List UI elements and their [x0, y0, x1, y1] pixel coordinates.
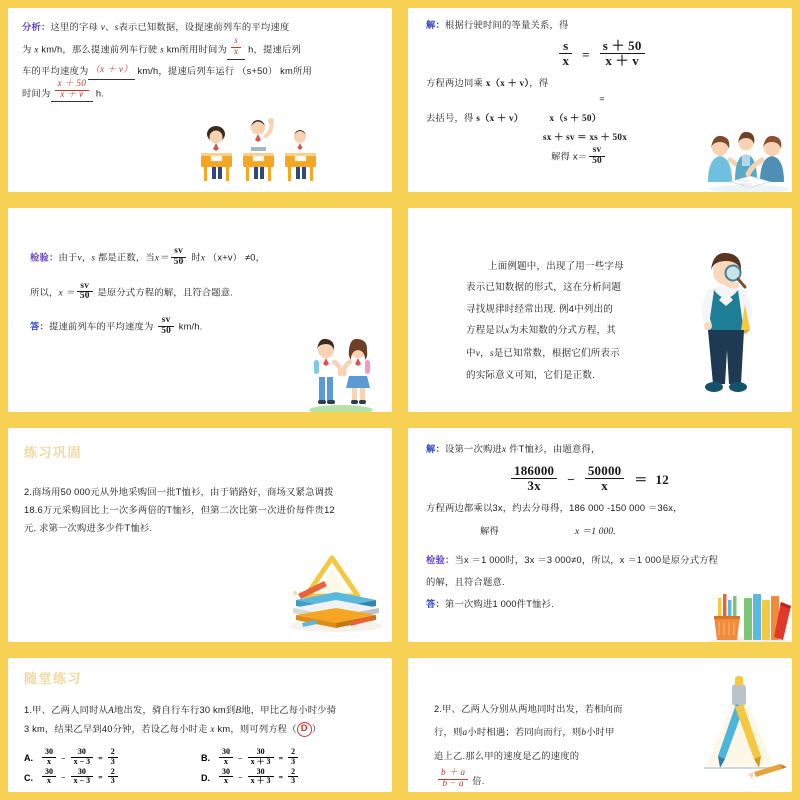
- option-b-frac-2: [248, 748, 274, 766]
- slide-2-step-2: [426, 109, 778, 128]
- slide-7-options: [24, 749, 378, 787]
- s7-q-line-2: [24, 720, 378, 739]
- s1-blank-fraction-2: [51, 78, 94, 103]
- slide-4-line-2: [466, 277, 776, 298]
- opt-a-eq: =: [98, 753, 103, 763]
- s3-p1-frac: [171, 247, 187, 268]
- s2-eq-right: [600, 39, 645, 67]
- opt-b-d2: x ＋ 3: [250, 756, 271, 766]
- s3-p1x: x＝: [154, 253, 169, 264]
- s6-intro-b: 件T恤衫，由题意得，: [506, 444, 601, 454]
- slide-6-step-1: [426, 499, 778, 517]
- s1-t5: km/h，那么提速前列车行驶: [38, 44, 161, 55]
- slide-5-content: [8, 428, 392, 537]
- slide-5: [0, 420, 400, 650]
- opt-d-d2: x ＋ 3: [250, 776, 271, 786]
- check-label-2: 检验：: [426, 554, 455, 565]
- check-label: 检验：: [30, 252, 59, 263]
- solution-label: 解：: [426, 20, 445, 30]
- option-b-frac-3: [288, 748, 298, 766]
- slide-7-content: [8, 658, 392, 787]
- s2-eq-lden: x: [562, 52, 570, 68]
- slide-6-step-2: [426, 522, 778, 541]
- s6-l1: 方程两边都乘以3x，约去分母得，186 000 -150 000 ＝36x，: [426, 503, 683, 514]
- s3-p3num: sv: [158, 316, 174, 327]
- s3-p1num: sv: [171, 247, 187, 258]
- slide-8-line-2: [434, 721, 778, 745]
- slide-4-line-4: [466, 320, 776, 342]
- opt-a-rd: 3: [110, 756, 115, 766]
- s6-l2b: x ＝1 000.: [575, 526, 616, 537]
- opt-b-rd: 3: [291, 756, 296, 766]
- s3-p3den: 50: [161, 325, 171, 336]
- option-d-frac-1: [219, 768, 233, 786]
- option-d[interactable]: [201, 769, 378, 787]
- s7-point-b: B: [235, 706, 242, 716]
- s1-t2: 、: [105, 22, 115, 32]
- option-c-frac-3: [108, 768, 118, 786]
- books-and-triangle-ruler-illustration: [280, 550, 390, 635]
- slide-1-line-1: [22, 18, 378, 37]
- s2-eq-rden: x ＋ v: [605, 52, 639, 68]
- slide-1: [0, 0, 400, 200]
- solution-label-2: 解：: [426, 444, 445, 454]
- s3-p2-frac: [77, 282, 93, 303]
- slide-5-question: [24, 483, 376, 537]
- analysis-label: 分析：: [22, 22, 51, 32]
- slide-8-line-3: [434, 745, 778, 768]
- slide-3-check-line: [30, 248, 376, 269]
- s8-l2c: 小时甲: [586, 727, 615, 738]
- s2-l1b: ，得: [529, 78, 549, 89]
- s6-op2: ＝: [634, 471, 648, 487]
- s1-var-s2: s: [160, 45, 164, 56]
- opt-a-n2: 30: [71, 748, 94, 757]
- s2-l2m2: x（s ＋ 50）: [549, 113, 602, 124]
- s2-eq-left: [559, 39, 572, 67]
- s3-p3b: km/h.: [175, 321, 203, 332]
- section-title-practice: 练习巩固: [24, 445, 83, 460]
- slide-4: [400, 200, 800, 420]
- s2-eq-op: =: [582, 46, 590, 62]
- opt-c-n2: 30: [71, 768, 94, 777]
- s7-qa: 1.甲、乙两人同时从: [24, 705, 109, 715]
- slide-8: [400, 650, 800, 800]
- s3-p2a: 所以，: [30, 287, 59, 298]
- s7-qf: ）: [311, 724, 322, 735]
- s8-l1: 2.甲、乙两人分别从两地同时出发，若相向而: [434, 704, 623, 714]
- answer-label-2: 答：: [426, 598, 445, 609]
- s1-t11: h.: [93, 88, 105, 99]
- s1-blank-expr: （x ＋ v）: [88, 61, 134, 80]
- s4-l5s: s: [489, 348, 494, 359]
- s2-eq-lnum: s: [559, 39, 572, 54]
- s2-l1m: x（x ＋ v）: [485, 79, 530, 90]
- slide-1-content: [8, 8, 392, 102]
- s2-l2m1: s（x ＋ v）: [476, 113, 524, 124]
- opt-b-eq: =: [278, 753, 284, 763]
- option-a-frac-2: [71, 748, 94, 766]
- s8-l3: 追上乙.那么甲的速度是乙的速度的: [434, 751, 580, 762]
- s6-d1: 3x: [527, 477, 541, 493]
- s3-p1s: s: [91, 253, 96, 264]
- s2-l4-frac: [589, 146, 605, 167]
- slide-6-answer: [426, 595, 778, 613]
- s1-f2-den: x ＋ v: [60, 89, 84, 100]
- opt-d-d1: x: [224, 776, 228, 786]
- option-d-frac-3: [288, 768, 298, 786]
- opt-d-op: −: [238, 773, 243, 783]
- s4-l5v: v: [475, 348, 481, 359]
- slide-8-line-1: [434, 698, 778, 721]
- slide-6-check-2: [426, 573, 778, 591]
- s4-l4a: 方程是以: [466, 325, 505, 337]
- s6-frac-2: [585, 464, 625, 492]
- section-title-classwork: 随堂练习: [24, 671, 83, 686]
- opt-a-d2: x − 3: [73, 756, 91, 766]
- s1-f1-den: x: [233, 46, 239, 57]
- s2-l2a: 去括号，得: [426, 112, 477, 123]
- slide-3-conclusion: [30, 280, 376, 304]
- slide-7-question: [24, 701, 378, 739]
- s3-p2x: x ＝: [58, 288, 75, 299]
- slide-4-line-3: [466, 299, 776, 320]
- s1-t9: km/h，提速后列车运行 （s+50） km所用: [134, 65, 312, 76]
- slide-6-check-1: [426, 551, 778, 569]
- s7-q-line-1: [24, 701, 378, 720]
- s1-t6: km所用时间为: [163, 44, 227, 55]
- opt-c-rd: 3: [110, 776, 115, 786]
- s6-rhs: 12: [655, 471, 669, 487]
- s3-p1a: 由于: [58, 252, 78, 263]
- s6-l2a: 解得: [480, 525, 499, 536]
- s4-l5b: ，: [480, 347, 490, 359]
- slide-4-line-5: [466, 343, 776, 365]
- s8-fden: b − a: [442, 778, 464, 789]
- s7-qc: 地，甲比乙每小时少骑: [241, 705, 337, 715]
- s3-p3a: 提速前列车的平均速度为: [49, 321, 157, 332]
- s5-q-line-2: [24, 501, 376, 519]
- option-a[interactable]: [24, 749, 201, 767]
- slide-3: [0, 200, 400, 420]
- s3-p1v: v: [77, 253, 82, 264]
- opt-c-rn: 2: [108, 768, 118, 777]
- slide-4-content: [408, 208, 792, 386]
- s1-t1: 这里的字母: [50, 22, 101, 32]
- s2-intro-text: 根据行驶时间的等量关系，得: [445, 20, 569, 30]
- s6-n2: 50000: [585, 464, 625, 479]
- option-d-frac-2: [248, 768, 274, 786]
- opt-d-eq: =: [278, 773, 284, 783]
- s1-t10: 时间为: [22, 88, 51, 99]
- s2-eq-rnum: s ＋ 50: [600, 39, 645, 54]
- s8-blank-fraction: [434, 769, 472, 792]
- slide-6: [400, 420, 800, 650]
- s4-l5a: 中: [466, 347, 476, 359]
- s3-p1c: 都是正数，当: [95, 252, 155, 263]
- opt-c-n1: 30: [42, 768, 56, 777]
- option-a-letter: A.: [24, 753, 33, 764]
- slide-4-line-1: [466, 256, 776, 277]
- option-c-letter: C.: [24, 772, 33, 783]
- s8-l4: 倍.: [472, 775, 485, 786]
- opt-b-d1: x: [224, 756, 228, 766]
- opt-a-n1: 30: [42, 748, 56, 757]
- slide-6-content: [408, 428, 792, 613]
- s4-l5c: 是已知常数，根据它们所表示: [493, 347, 620, 359]
- s3-p1d: 时: [188, 252, 201, 263]
- s8-var-b: b: [581, 728, 587, 739]
- s6-check-a: 当x ＝1 000时，3x ＝3 000≠0，所以，x ＝1 000是原分式方程: [454, 554, 719, 565]
- s2-l4den: 50: [592, 155, 602, 166]
- option-b[interactable]: [201, 749, 378, 767]
- opt-b-n1: 30: [219, 748, 233, 757]
- s3-p2num: sv: [77, 282, 93, 293]
- s1-f2-num: x ＋ 50: [55, 80, 90, 91]
- opt-d-n1: 30: [219, 768, 233, 777]
- option-a-frac-1: [42, 748, 56, 766]
- s4-l4x: x: [504, 326, 510, 337]
- s8-var-a: a: [462, 728, 468, 739]
- slide-3-content: [8, 208, 392, 338]
- slide-3-answer: [30, 317, 376, 338]
- option-d-letter: D.: [201, 772, 210, 783]
- s3-p1x2: x: [200, 253, 206, 264]
- slide-1-line-4: [22, 78, 378, 103]
- s1-f1-num: s: [231, 37, 241, 48]
- three-students-at-desks-illustration: [183, 112, 333, 190]
- s7-point-a: A: [108, 706, 115, 716]
- slide-6-intro: [426, 440, 778, 459]
- answer-marker-d: D: [297, 722, 312, 737]
- opt-c-eq: =: [98, 773, 103, 783]
- opt-b-op: −: [238, 753, 243, 763]
- s1-t8: 车的平均速度为: [22, 65, 89, 76]
- s1-t4: 为: [22, 44, 35, 55]
- s4-l4b: 为未知数的分式方程，其: [509, 325, 616, 337]
- s6-ans: 第一次购进1 000件T恤衫.: [445, 598, 554, 609]
- option-c[interactable]: [24, 769, 201, 787]
- s2-l1-eq: =: [599, 94, 605, 105]
- s2-l4a: 解得 x＝: [551, 151, 588, 162]
- s5-q-line-3: [24, 519, 376, 537]
- slide-8-content: [408, 658, 792, 792]
- s3-p1b: ，: [81, 252, 92, 263]
- s6-frac-1: [511, 464, 557, 492]
- opt-c-op: −: [61, 773, 66, 783]
- s8-l2a: 行，则: [434, 727, 463, 738]
- slide-7: [0, 650, 400, 800]
- s6-d2: x: [601, 477, 608, 493]
- s4-l3: 寻找规律时经常出现. 例4中列出的: [466, 303, 613, 315]
- s5-q-line-1: [24, 483, 376, 501]
- s1-var-v: v: [100, 23, 106, 33]
- s1-var-s: s: [114, 23, 119, 33]
- option-b-frac-1: [219, 748, 233, 766]
- s4-l2: 表示已知数据的形式，这在分析问题: [466, 282, 622, 294]
- answer-label: 答：: [30, 321, 49, 332]
- opt-d-rn: 2: [288, 768, 298, 777]
- s7-qb: 地出发，骑自行车行30 km到: [114, 705, 236, 715]
- s7-qd: 3 km，结果乙早到40分钟，若设乙每小时走: [24, 724, 211, 735]
- s5-q2: 18.6万元采购回比上一次多两倍的T恤衫，但第二次比第一次进价每件贵12: [24, 505, 335, 516]
- option-c-frac-1: [42, 768, 56, 786]
- s3-p2b: 是原分式方程的解，且符合题意.: [94, 287, 234, 298]
- slide-2-intro: [426, 16, 778, 34]
- opt-d-rd: 3: [291, 776, 296, 786]
- s2-l4num: sv: [589, 146, 605, 157]
- option-c-frac-2: [71, 768, 94, 786]
- s3-p1e: （x+v） ≠0，: [205, 252, 266, 263]
- s3-p1den: 50: [173, 256, 184, 267]
- s1-var-x: x: [34, 45, 39, 56]
- s6-intro-a: 设第一次购进: [445, 444, 502, 454]
- s1-blank-fraction-1: [227, 38, 245, 60]
- slide-2-step-4: [426, 144, 778, 168]
- s6-op1: −: [567, 471, 575, 487]
- slide-6-equation: [426, 465, 778, 493]
- slide-1-line-3: [22, 61, 378, 80]
- s7-qe: km，则可列方程（: [214, 724, 297, 735]
- s6-check-b: 的解，且符合题意.: [426, 576, 505, 587]
- s8-l2b: 小时相遇；若同向而行，则: [467, 727, 582, 738]
- opt-b-n2: 30: [248, 748, 274, 757]
- boy-and-girl-talking-illustration: [296, 332, 386, 412]
- s3-p2den: 50: [79, 291, 90, 302]
- opt-a-d1: x: [47, 756, 51, 766]
- s5-q3: 元. 求第一次购进多少件T恤衫.: [24, 523, 153, 534]
- s1-t3: 表示已知数据，设提速前列车的平均速度: [118, 22, 290, 32]
- opt-a-op: −: [61, 753, 66, 763]
- opt-b-rn: 2: [288, 748, 298, 757]
- s3-p3-frac: [158, 316, 174, 337]
- slide-8-line-4: [434, 769, 778, 792]
- slide-2: [400, 0, 800, 200]
- s7-qx: x: [210, 725, 215, 736]
- option-a-frac-3: [108, 748, 118, 766]
- s6-n1: 186000: [511, 464, 557, 479]
- s8-fnum: b ＋ a: [438, 769, 468, 780]
- slide-1-line-2: [22, 38, 378, 60]
- s6-intro-x: x: [501, 445, 507, 455]
- opt-c-d1: x: [47, 776, 51, 786]
- slide-4-line-6: [466, 365, 776, 386]
- s4-l6: 的实际意义可知，它们是正数.: [466, 369, 595, 381]
- opt-d-n2: 30: [248, 768, 274, 777]
- s1-t7: h，提速后列: [245, 44, 301, 55]
- s5-q1: 2.商场用50 000元从外地采购回一批T恤衫，由于销路好，商场又紧急调拨: [24, 487, 334, 497]
- slide-2-step-3: [426, 128, 778, 147]
- slide-2-content: [408, 8, 792, 167]
- s4-l1: 上面例题中，出现了用一些字母: [488, 261, 624, 272]
- s2-l1a: 方程两边同乘: [426, 78, 486, 89]
- option-b-letter: B.: [201, 753, 210, 764]
- s2-l3: sx ＋ sv ＝ xs ＋ 50x: [542, 132, 628, 143]
- opt-a-rn: 2: [108, 748, 118, 757]
- opt-c-d2: x − 3: [73, 776, 91, 786]
- slide-2-equation: [426, 40, 778, 68]
